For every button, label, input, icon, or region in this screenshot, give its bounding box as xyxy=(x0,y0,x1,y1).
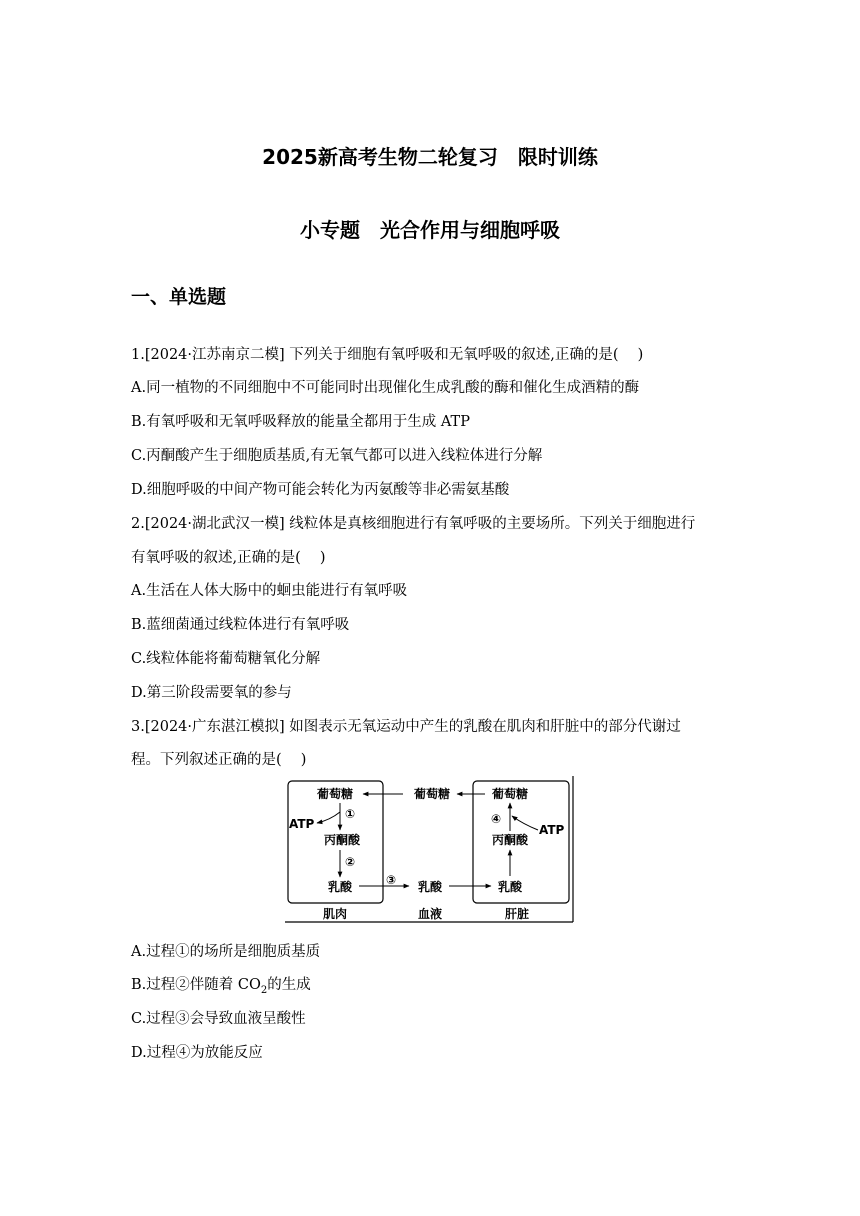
step-1-label: ① xyxy=(345,807,356,821)
question-3-option-b-text: B.过程②伴随着 CO xyxy=(131,977,261,993)
co2-subscript: 2 xyxy=(260,984,268,996)
muscle-glucose: 葡萄糖 xyxy=(316,787,354,801)
question-2-option-c: C.线粒体能将葡萄糖氧化分解 xyxy=(131,651,321,667)
question-2-stem-line-1: 2.[2024·湖北武汉一模] 线粒体是真核细胞进行有氧呼吸的主要场所。下列关于细胞进行 xyxy=(131,516,696,532)
question-1-option-b: B.有氧呼吸和无氧呼吸释放的能量全都用于生成 ATP xyxy=(131,414,470,430)
lactate-liver: 乳酸 xyxy=(497,880,523,894)
label-muscle: 肌肉 xyxy=(322,907,348,921)
question-3-option-b xyxy=(131,973,311,996)
pyruvate-left: 丙酮酸 xyxy=(323,833,361,847)
question-3-option-b-tail: 的生成 xyxy=(267,977,311,993)
pyruvate-right: 丙酮酸 xyxy=(491,833,529,847)
atp-left: ATP xyxy=(289,817,315,831)
question-1-stem: 1.[2024·江苏南京二模] 下列关于细胞有氧呼吸和无氧呼吸的叙述,正确的是( ) xyxy=(131,347,644,363)
step-2-label: ② xyxy=(345,855,356,869)
blood-glucose: 葡萄糖 xyxy=(413,787,451,801)
lactate-metabolism-diagram xyxy=(285,776,575,926)
section-heading: 一、单选题 xyxy=(131,286,227,308)
question-1-option-c: C.丙酮酸产生于细胞质基质,有无氧气都可以进入线粒体进行分解 xyxy=(131,448,543,464)
step-3-label: ③ xyxy=(386,873,397,887)
page-title: 2025新高考生物二轮复习 限时训练 xyxy=(262,145,598,169)
question-2-stem-line-2: 有氧呼吸的叙述,正确的是( ) xyxy=(131,550,326,566)
step-4-label: ④ xyxy=(491,812,502,826)
question-3-option-d: D.过程④为放能反应 xyxy=(131,1045,263,1061)
question-1-option-d: D.细胞呼吸的中间产物可能会转化为丙氨酸等非必需氨基酸 xyxy=(131,482,510,498)
question-2-option-d: D.第三阶段需要氧的参与 xyxy=(131,685,292,701)
question-3-option-c: C.过程③会导致血液呈酸性 xyxy=(131,1011,306,1027)
lactate-muscle: 乳酸 xyxy=(327,880,353,894)
question-2-option-b: B.蓝细菌通过线粒体进行有氧呼吸 xyxy=(131,617,350,633)
question-1-option-a: A.同一植物的不同细胞中不可能同时出现催化生成乳酸的酶和催化生成酒精的酶 xyxy=(131,380,640,396)
atp-right: ATP xyxy=(539,823,565,837)
liver-glucose: 葡萄糖 xyxy=(491,787,529,801)
question-3-option-a: A.过程①的场所是细胞质基质 xyxy=(131,944,321,960)
page-subtitle: 小专题 光合作用与细胞呼吸 xyxy=(300,218,560,242)
label-liver: 肝脏 xyxy=(504,907,530,921)
question-3-stem-line-1: 3.[2024·广东湛江模拟] 如图表示无氧运动中产生的乳酸在肌肉和肝脏中的部分代谢过 xyxy=(131,719,681,735)
question-2-option-a: A.生活在人体大肠中的蛔虫能进行有氧呼吸 xyxy=(131,583,408,599)
label-blood: 血液 xyxy=(417,907,443,921)
question-3-stem-line-2: 程。下列叙述正确的是( ) xyxy=(131,752,307,768)
lactate-blood: 乳酸 xyxy=(417,880,443,894)
